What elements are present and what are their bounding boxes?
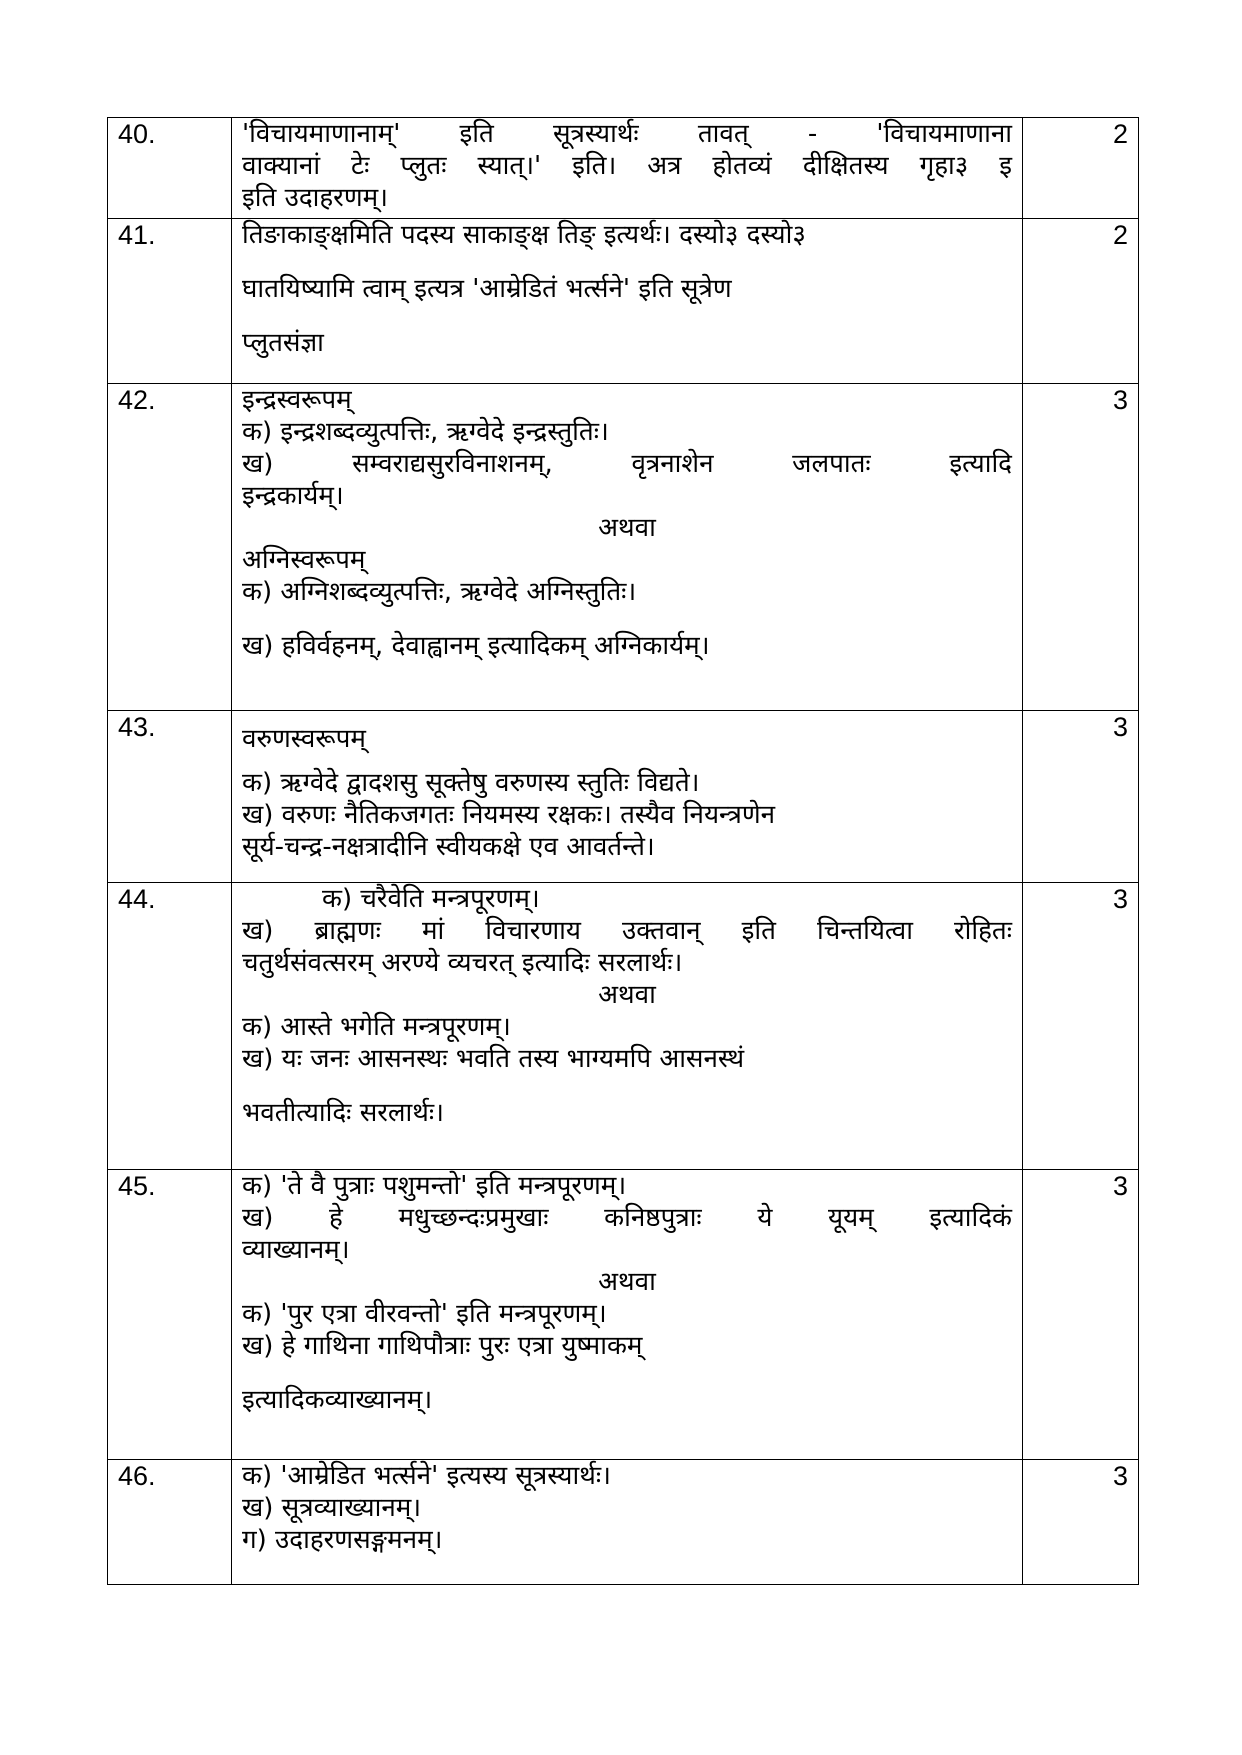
answer-line: ख) वरुणः नैतिकजगतः नियमस्य रक्षकः। तस्यैव नियन्त्रणेन bbox=[242, 800, 776, 830]
answer-line: ख) सम्वराद्यसुरविनाशनम्, वृत्रनाशेन जलपातः इत्यादि bbox=[242, 449, 1012, 479]
answer-line: इन्द्रस्वरूपम् bbox=[242, 385, 352, 415]
answer-line: क) अग्निशब्दव्युत्पत्तिः, ऋग्वेदे अग्निस्तुतिः। bbox=[242, 577, 637, 607]
answer-line: ख) ब्राह्मणः मां विचारणाय उक्तवान् इति चिन्तयित्वा रोहितः bbox=[242, 916, 1012, 946]
table-row bbox=[108, 118, 1139, 219]
table-row bbox=[108, 711, 1139, 883]
marks-value: 3 bbox=[1023, 1170, 1139, 1460]
answer-line: इन्द्रकार्यम्। bbox=[242, 481, 344, 511]
table-row bbox=[108, 1460, 1139, 1585]
answer-content bbox=[232, 711, 1023, 883]
answer-line: क) चरैवेति मन्त्रपूरणम्। bbox=[322, 884, 540, 914]
answer-key-table bbox=[107, 117, 1139, 1585]
answer-line: वरुणस्वरूपम् bbox=[242, 724, 366, 754]
answer-line: भवतीत्यादिः सरलार्थः। bbox=[242, 1098, 444, 1128]
answer-line: ख) हे मधुच्छन्दःप्रमुखाः कनिष्ठपुत्राः ये यूयम् इत्यादिकं bbox=[242, 1203, 1012, 1233]
answer-content bbox=[232, 883, 1023, 1170]
answer-line: क) 'पुर एत्रा वीरवन्तो' इति मन्त्रपूरणम्। bbox=[242, 1299, 607, 1329]
answer-line: क) 'आम्रेडित भर्त्सने' इत्यस्य सूत्रस्यार्थः। bbox=[242, 1461, 611, 1491]
answer-line: ख) हे गाथिना गाथिपौत्राः पुरः एत्रा युष्माकम् bbox=[242, 1331, 643, 1361]
or-separator: अथवा bbox=[598, 513, 656, 543]
question-number: 45. bbox=[108, 1170, 232, 1460]
table-row bbox=[108, 1170, 1139, 1460]
answer-line: क) 'ते वै पुत्राः पशुमन्तो' इति मन्त्रपूरणम्। bbox=[242, 1171, 627, 1201]
question-number: 44. bbox=[108, 883, 232, 1170]
marks-value: 2 bbox=[1023, 118, 1139, 219]
answer-content bbox=[232, 384, 1023, 711]
answer-line: इत्यादिकव्याख्यानम्। bbox=[242, 1385, 433, 1415]
or-separator: अथवा bbox=[598, 980, 656, 1010]
answer-line: प्लुतसंज्ञा bbox=[242, 328, 324, 358]
question-number: 41. bbox=[108, 219, 232, 384]
answer-line: क) आस्ते भगेति मन्त्रपूरणम्। bbox=[242, 1012, 511, 1042]
answer-line: 'विचायमाणानाम्' इति सूत्रस्यार्थः तावत् - 'विचायमाणाना bbox=[242, 119, 1012, 149]
answer-line: घातयिष्यामि त्वाम् इत्यत्र 'आम्रेडितं भर्त्सने' इति सूत्रेण bbox=[242, 274, 732, 304]
question-number: 43. bbox=[108, 711, 232, 883]
answer-content bbox=[232, 118, 1023, 219]
answer-line: अग्निस्वरूपम् bbox=[242, 545, 366, 575]
answer-line: ख) हविर्वहनम्, देवाह्वानम् इत्यादिकम् अग्निकार्यम्। bbox=[242, 631, 710, 661]
marks-value: 3 bbox=[1023, 1460, 1139, 1585]
marks-value: 3 bbox=[1023, 711, 1139, 883]
marks-value: 3 bbox=[1023, 384, 1139, 711]
answer-line: ख) यः जनः आसनस्थः भवति तस्य भाग्यमपि आसनस्थं bbox=[242, 1044, 745, 1074]
answer-content bbox=[232, 1170, 1023, 1460]
or-separator: अथवा bbox=[598, 1267, 656, 1297]
answer-line: इति उदाहरणम्। bbox=[242, 183, 389, 213]
marks-value: 2 bbox=[1023, 219, 1139, 384]
marks-value: 3 bbox=[1023, 883, 1139, 1170]
answer-line: तिङाकाङ्क्षमिति पदस्य साकाङ्क्ष तिङ् इत्यर्थः। दस्यो३ दस्यो३ bbox=[242, 220, 806, 250]
answer-line: व्याख्यानम्। bbox=[242, 1235, 350, 1265]
answer-content bbox=[232, 219, 1023, 384]
question-number: 46. bbox=[108, 1460, 232, 1585]
question-number: 40. bbox=[108, 118, 232, 219]
answer-line: क) ऋग्वेदे द्वादशसु सूक्तेषु वरुणस्य स्तुतिः विद्यते। bbox=[242, 768, 700, 798]
table-row bbox=[108, 883, 1139, 1170]
answer-line: क) इन्द्रशब्दव्युत्पत्तिः, ऋग्वेदे इन्द्रस्तुतिः। bbox=[242, 417, 609, 447]
answer-line: सूर्य-चन्द्र-नक्षत्रादीनि स्वीयकक्षे एव आवर्तन्ते। bbox=[242, 832, 655, 862]
answer-line: चतुर्थसंवत्सरम् अरण्ये व्यचरत् इत्यादिः सरलार्थः। bbox=[242, 948, 683, 978]
table-row bbox=[108, 384, 1139, 711]
answer-line: वाक्यानां टेः प्लुतः स्यात्।' इति। अत्र होतव्यं दीक्षितस्य गृहा३ इ bbox=[242, 151, 1012, 181]
answer-line: ग) उदाहरणसङ्गमनम्। bbox=[242, 1525, 443, 1555]
table-row bbox=[108, 219, 1139, 384]
answer-line: ख) सूत्रव्याख्यानम्। bbox=[242, 1493, 422, 1523]
question-number: 42. bbox=[108, 384, 232, 711]
answer-content bbox=[232, 1460, 1023, 1585]
